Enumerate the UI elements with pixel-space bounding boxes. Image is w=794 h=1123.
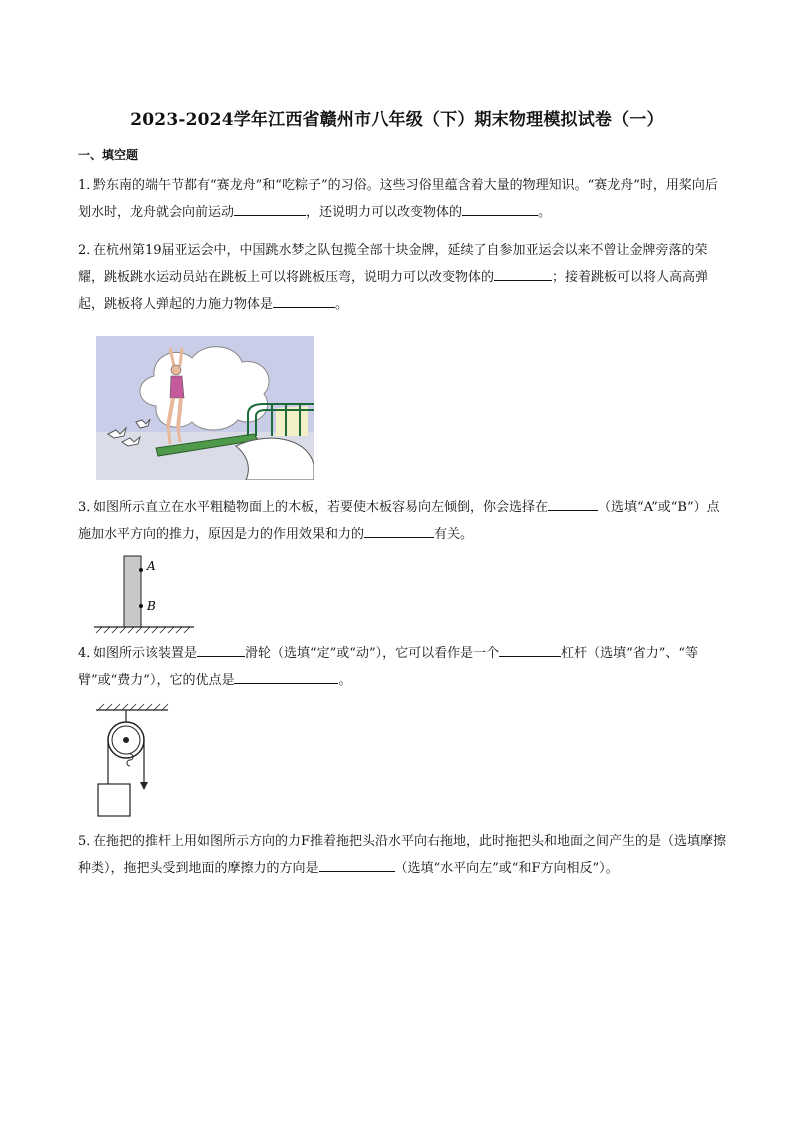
question-text: （选填“A”或“B”）点施加水平方向的推力，原因是力的作用效果和力的 [78, 500, 720, 542]
question-2 [78, 237, 728, 318]
question-text: 。 [338, 673, 352, 688]
pulley-figure [94, 702, 170, 824]
diving-illustration [96, 336, 314, 484]
point-b-label: B [147, 599, 156, 613]
question-5 [78, 828, 728, 882]
board-figure [94, 553, 196, 639]
point-a-label: A [147, 559, 156, 573]
question-text: 杠杆（选填“省力”、“等臂”或“费力”），它的优点是 [78, 646, 699, 688]
question-number: 2． [78, 243, 100, 258]
question-3 [78, 494, 728, 548]
question-text: 如图所示该装置是 [93, 646, 198, 661]
answer-blank[interactable] [548, 495, 598, 511]
question-text: 如图所示直立在水平粗糙物面上的木板，若要使木板容易向左倾倒，你会选择在 [93, 500, 549, 515]
question-number: 5． [78, 834, 100, 849]
answer-blank[interactable] [234, 200, 306, 216]
question-text: ，还说明力可以改变物体的 [306, 205, 463, 220]
section-heading: 一、填空题 [78, 148, 139, 162]
question-4 [78, 640, 728, 694]
point-b-marker [139, 604, 143, 608]
point-a-marker [139, 568, 143, 572]
answer-blank[interactable] [462, 200, 538, 216]
answer-blank[interactable] [234, 668, 338, 684]
page-title: 2023-2024学年江西省赣州市八年级（下）期末物理模拟试卷（一） [130, 110, 664, 130]
question-text: 黔东南的端午节都有“赛龙舟”和“吃粽子”的习俗。这些习俗里蕴含着大量的物理知识。“赛龙舟”时，用桨向后划水时，龙舟就会向前运动 [78, 178, 718, 220]
question-text: 滑轮（选填“定”或“动”），它可以看作是一个 [245, 646, 500, 661]
question-text: ；接着跳板可以将人高高弹起，跳板将人弹起的力施力物体是 [78, 270, 709, 312]
answer-blank[interactable] [273, 292, 335, 308]
answer-blank[interactable] [197, 641, 245, 657]
question-text: （选填“水平向左”或“和F方向相反”）。 [394, 861, 619, 876]
question-1 [78, 172, 728, 226]
question-number: 4． [78, 646, 100, 661]
question-text: 。 [335, 297, 349, 312]
answer-blank[interactable] [494, 265, 552, 281]
question-text: 有关。 [434, 527, 474, 542]
question-number: 1． [78, 178, 100, 193]
question-number: 3． [78, 500, 100, 515]
question-text: 。 [538, 205, 552, 220]
answer-blank[interactable] [319, 856, 395, 872]
answer-blank[interactable] [364, 522, 434, 538]
answer-blank[interactable] [499, 641, 561, 657]
question-text: 在杭州第19届亚运会中，中国跳水梦之队包揽全部十块金牌，延续了自参加亚运会以来不曾让金牌旁落的荣耀，跳板跳水运动员站在跳板上可以将跳板压弯，说明力可以改变物体的 [78, 243, 708, 285]
question-text: 在拖把的推杆上用如图所示方向的力F推着拖把头沿水平向右拖地，此时拖把头和地面之间产生的是（选填摩擦种类），拖把头受到地面的摩擦力的方向是 [78, 834, 727, 876]
